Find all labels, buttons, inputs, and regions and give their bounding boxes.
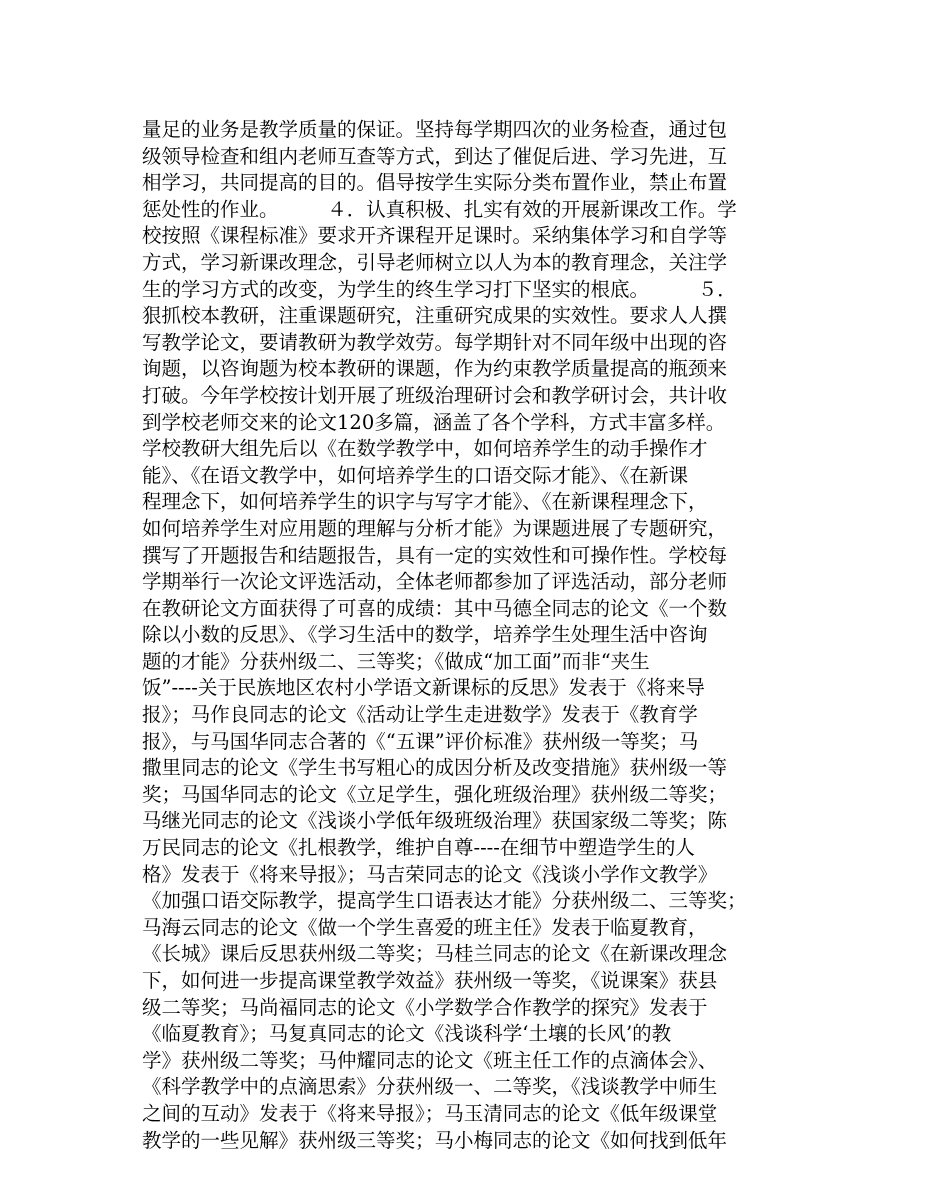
text-line: 除以小数的反思》、《学习生活中的数学，培养学生处理生活中咨询 (142, 623, 708, 647)
text-line: 《长城》课后反思获州级二等奖；马桂兰同志的论文《在新课改理念 (142, 942, 728, 966)
text-line: 校按照《课程标准》要求开齐课程开足课时。采纳集体学习和自学等 (142, 224, 728, 248)
text-line: 如何培养学生对应用题的理解与分析才能》为课题进展了专题研究， (142, 516, 728, 540)
text-line: 相学习，共同提高的目的。倡导按学生实际分类布置作业，禁止布置 (142, 171, 728, 195)
text-line: 之间的互动》发表于《将来导报》；马玉清同志的论文《低年级课堂 (142, 1101, 718, 1125)
text-line: 级领导检查和组内老师互查等方式，到达了催促后进、学习先进，互 (142, 144, 728, 168)
text-line: 报》；马作良同志的论文《活动让学生走进数学》发表于《教育学 (142, 703, 698, 727)
text-line: 万民同志的论文《扎根教学，维护自尊----在细节中塑造学生的人 (142, 836, 695, 860)
text-line: 写教学论文，要请教研为教学效劳。每学期针对不同年级中出现的咨 (142, 330, 728, 354)
text-line: 打破。今年学校按计划开展了班级治理研讨会和教学研讨会，共计收 (142, 383, 728, 407)
text-line: 马海云同志的论文《做一个学生喜爱的班主任》发表于临夏教育， (142, 915, 708, 939)
text-line: 询题，以咨询题为校本教研的课题，作为约束教学质量提高的瓶颈来 (142, 357, 728, 381)
text-line: 方式，学习新课改理念，引导老师树立以人为本的教育理念，关注学 (142, 250, 728, 274)
text-line: 奖；马国华同志的论文《立足学生，强化班级治理》获州级二等奖； (142, 782, 728, 806)
text-line: 狠抓校本教研，注重课题研究，注重研究成果的实效性。要求人人撰 (142, 304, 728, 328)
text-line: 题的才能》分获州级二、三等奖；《做成“加工面”而非“夹生 (142, 649, 650, 673)
text-line: 程理念下，如何培养学生的识字与写字才能》、《在新课程理念下， (142, 490, 708, 514)
text-line: 饭”----关于民族地区农村小学语文新课标的反思》发表于《将来导 (142, 676, 705, 700)
text-line: 惩处性的作业。 ４．认真积极、扎实有效的开展新课改工作。学 (142, 197, 737, 221)
text-line: 学》获州级二等奖；马仲耀同志的论文《班主任工作的点滴体会》、 (142, 1048, 718, 1072)
document-body (142, 117, 826, 1154)
text-line: 学期举行一次论文评选活动，全体老师都参加了评选活动，部分老师 (142, 570, 728, 594)
text-line: 撰写了开题报告和结题报告，具有一定的实效性和可操作性。学校每 (142, 543, 728, 567)
text-line: 报》，与马国华同志合著的《“五课”评价标准》获州级一等奖；马 (142, 729, 699, 753)
text-line: 能》、《在语文教学中，如何培养学生的口语交际才能》、《在新课 (142, 463, 689, 487)
text-line: 马继光同志的论文《浅谈小学低年级班级治理》获国家级二等奖；陈 (142, 809, 728, 833)
text-line: 格》发表于《将来导报》；马吉荣同志的论文《浅谈小学作文教学》 (142, 862, 718, 886)
text-line: 在教研论文方面获得了可喜的成绩：其中马德全同志的论文《一个数 (142, 596, 728, 620)
text-line: 生的学习方式的改变，为学生的终生学习打下坚实的根底。 ５． (142, 277, 737, 301)
text-line: 级二等奖；马尚福同志的论文《小学数学合作教学的探究》发表于 (142, 995, 708, 1019)
text-line: 教学的一些见解》获州级三等奖；马小梅同志的论文《如何找到低年 (142, 1128, 728, 1152)
text-line: 到学校老师交来的论文120多篇，涵盖了各个学科，方式丰富多样。 (142, 410, 726, 434)
text-line: 《科学教学中的点滴思索》分获州级一、二等奖，《浅谈教学中师生 (142, 1075, 718, 1099)
text-line: 量足的业务是教学质量的保证。坚持每学期四次的业务检查，通过包 (142, 118, 728, 141)
text-line: 《临夏教育》；马复真同志的论文《浅谈科学‘土壤的长风’的教 (142, 1022, 672, 1046)
text-line: 《加强口语交际教学，提高学生口语表达才能》分获州级二、三等奖； (142, 889, 747, 913)
text-line: 下，如何进一步提高课堂教学效益》获州级一等奖，《说课案》获县 (142, 969, 718, 992)
text-line: 学校教研大组先后以《在数学教学中，如何培养学生的动手操作才 (142, 437, 708, 461)
text-line: 撒里同志的论文《学生书写粗心的成因分析及改变措施》获州级一等 (142, 756, 728, 780)
